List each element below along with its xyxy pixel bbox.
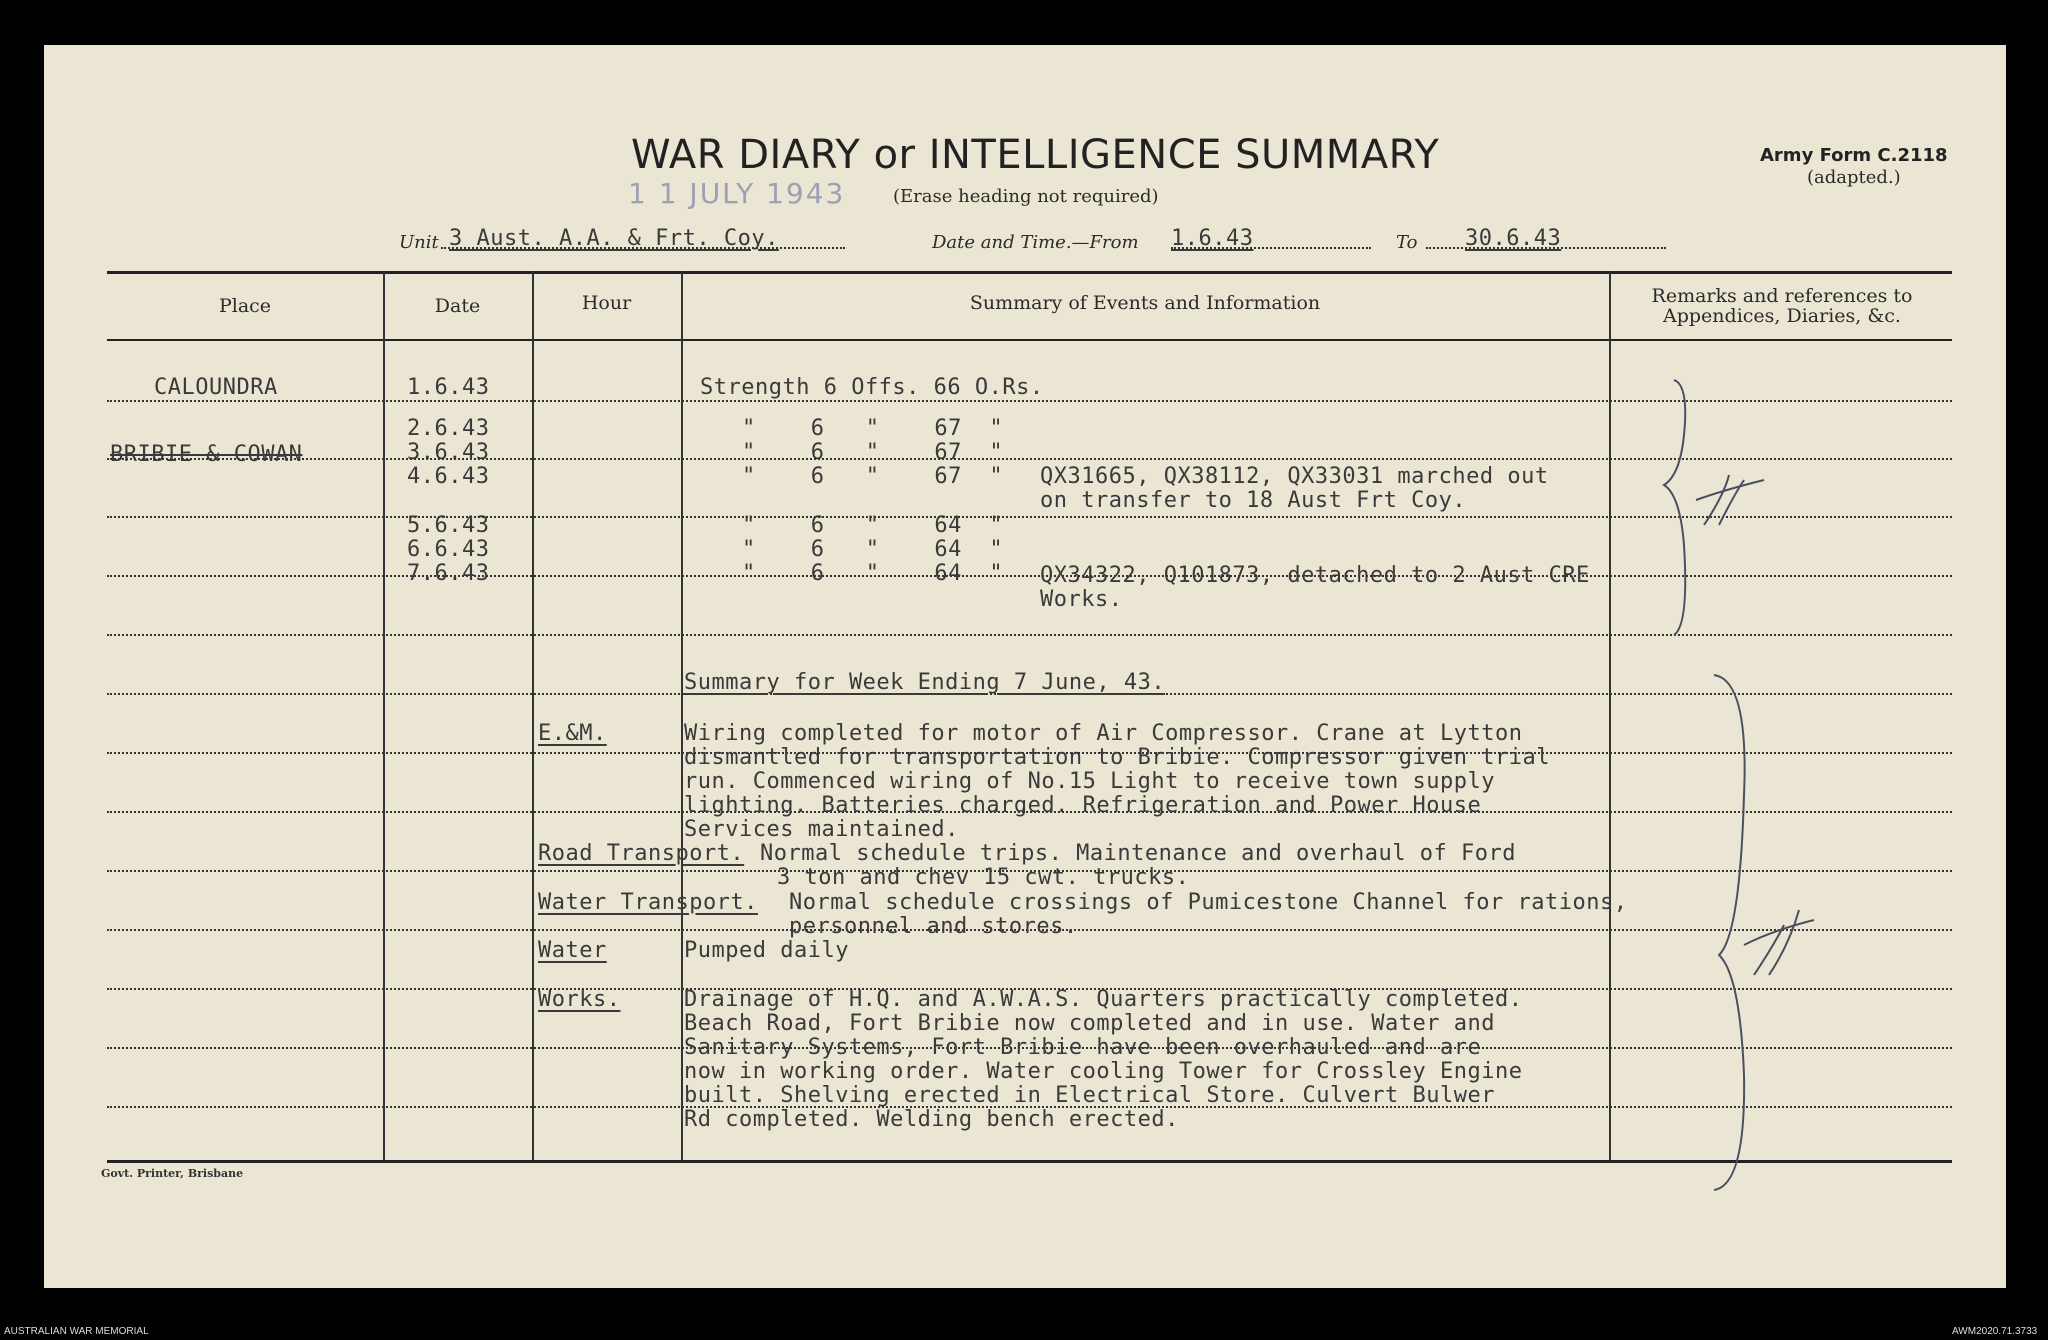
army-form-number: Army Form C.2118 (1760, 145, 1948, 166)
detached-note-line2: Works. (1040, 587, 1123, 612)
strength-ditto: " 6 " 67 " (742, 464, 1004, 489)
transfer-note-line2: on transfer to 18 Aust Frt Coy. (1040, 488, 1467, 513)
works-text: Rd completed. Welding bench erected. (684, 1107, 1179, 1132)
place-caloundra: CALOUNDRA (154, 375, 278, 400)
works-text: now in working order. Water cooling Tower for Crossley Engine (684, 1059, 1523, 1084)
strength-entry: Strength 6 Offs. 66 O.Rs. (700, 375, 1044, 400)
works-text: Sanitary Systems, Fort Bribie have been overhauled and are (684, 1035, 1482, 1060)
em-text: run. Commenced wiring of No.15 Light to receive town supply (684, 769, 1495, 794)
column-header-summary: Summary of Events and Information (969, 292, 1321, 314)
column-divider-date (532, 271, 534, 1160)
road-transport-label: Road Transport. (538, 841, 745, 866)
column-divider-place (383, 271, 385, 1160)
place-bribie-cowan: BRIBIE & COWAN (110, 442, 303, 467)
brace-lower (1714, 675, 1745, 1190)
printer-credit: Govt. Printer, Brisbane (101, 1167, 244, 1180)
em-text: lighting. Batteries charged. Refrigeration and Power House (684, 793, 1482, 818)
archive-reference: AWM2020.71.3733 (1952, 1326, 2038, 1337)
date-cell: 7.6.43 (407, 561, 490, 586)
date-cell: 1.6.43 (407, 375, 490, 400)
water-transport-text: Normal schedule crossings of Pumicestone Channel for rations, (789, 890, 1628, 915)
column-header-date: Date (434, 295, 481, 317)
works-text: Drainage of H.Q. and A.W.A.S. Quarters practically completed. (684, 987, 1523, 1012)
works-text: built. Shelving erected in Electrical Store. Culvert Bulwer (684, 1083, 1495, 1108)
road-transport-text: 3 ton and chev 15 cwt. trucks. (777, 865, 1190, 890)
strength-ditto: " 6 " 64 " (742, 561, 1004, 586)
initials-upper (1696, 475, 1764, 525)
date-cell: 3.6.43 (407, 440, 490, 465)
army-form-adapted: (adapted.) (1807, 167, 1901, 188)
column-header-hour: Hour (581, 292, 632, 314)
initials-lower (1744, 910, 1814, 975)
column-header-place: Place (218, 295, 272, 317)
diary-sheet (44, 45, 2006, 1288)
brace-upper (1664, 380, 1685, 635)
detached-note-line1: QX34322, Q101873, detached to 2 Aust CRE (1040, 563, 1590, 588)
column-header-remarks-line1: Remarks and references to (1651, 285, 1913, 307)
strength-ditto: " 6 " 67 " (742, 416, 1004, 441)
strength-ditto: " 6 " 67 " (742, 440, 1004, 465)
em-text: Wiring completed for motor of Air Compressor. Crane at Lytton (684, 721, 1523, 746)
remarks-handwriting (1634, 375, 1954, 1195)
date-cell: 6.6.43 (407, 537, 490, 562)
archive-credit: AUSTRALIAN WAR MEMORIAL (4, 1326, 149, 1337)
column-header-remarks-line2: Appendices, Diaries, &c. (1663, 305, 1901, 327)
water-transport-text: personnel and stores. (789, 914, 1078, 939)
em-label: E.&M. (538, 721, 607, 746)
weekly-summary-heading: Summary for Week Ending 7 June, 43. (684, 670, 1166, 695)
to-label: To (1396, 232, 1418, 253)
date-cell: 5.6.43 (407, 513, 490, 538)
works-label: Works. (538, 987, 621, 1012)
strength-ditto: " 6 " 64 " (742, 513, 1004, 538)
column-divider-hour (681, 271, 683, 1160)
date-cell: 4.6.43 (407, 464, 490, 489)
form-subtitle: (Erase heading not required) (893, 186, 1159, 207)
road-transport-text: Normal schedule trips. Maintenance and overhaul of Ford (760, 841, 1516, 866)
strength-ditto: " 6 " 64 " (742, 537, 1004, 562)
received-stamp: 1 1 JULY 1943 (628, 177, 846, 210)
column-divider-summary (1609, 271, 1611, 1160)
date-to: 30.6.43 (1465, 226, 1562, 251)
works-text: Beach Road, Fort Bribie now completed and in use. Water and (684, 1011, 1495, 1036)
water-transport-label: Water Transport. (538, 890, 758, 915)
transfer-note-line1: QX31665, QX38112, QX33031 marched out (1040, 464, 1549, 489)
em-text: Services maintained. (684, 817, 959, 842)
date-time-label: Date and Time.—From (932, 232, 1139, 253)
form-title: WAR DIARY or INTELLIGENCE SUMMARY (631, 132, 1440, 178)
date-from: 1.6.43 (1171, 226, 1254, 251)
water-label: Water (538, 938, 607, 963)
water-text: Pumped daily (684, 938, 849, 963)
date-cell: 2.6.43 (407, 416, 490, 441)
unit-value: 3 Aust. A.A. & Frt. Coy. (449, 226, 779, 251)
unit-label: Unit (399, 232, 439, 253)
em-text: dismantled for transportation to Bribie. Compressor given trial (684, 745, 1550, 770)
